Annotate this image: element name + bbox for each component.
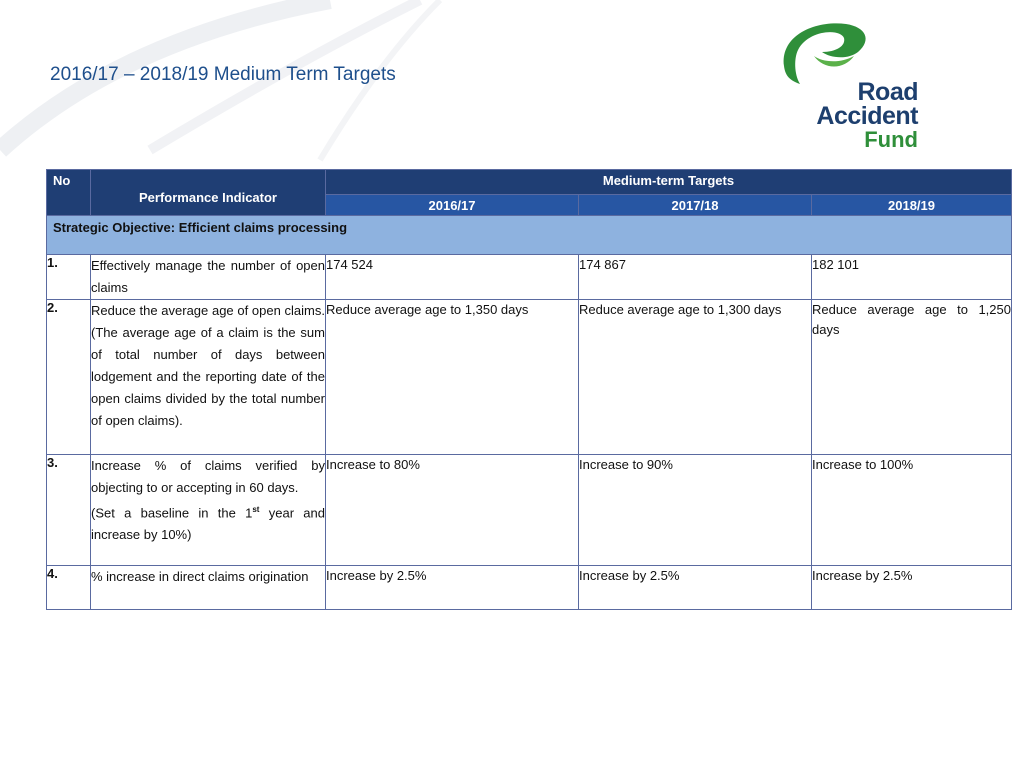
header-year-2017-18: 2017/18 bbox=[579, 195, 812, 216]
row-target-2017-18: Reduce average age to 1,300 days bbox=[579, 300, 812, 455]
header-row bbox=[47, 170, 1012, 195]
row-indicator-note-sup: st bbox=[252, 505, 260, 514]
row-target-2017-18: 174 867 bbox=[579, 255, 812, 300]
page-title: 2016/17 – 2018/19 Medium Term Targets bbox=[50, 64, 396, 85]
strategic-objective-row bbox=[47, 216, 1012, 255]
row-target-2016-17: 174 524 bbox=[326, 255, 579, 300]
row-target-2016-17: Increase to 80% bbox=[326, 455, 579, 566]
row-indicator-main: Increase % of claims verified by objecting to or accepting in 60 days. bbox=[91, 458, 325, 495]
header-medium-term-targets: Medium-term Targets bbox=[326, 170, 1012, 195]
row-target-2017-18: Increase by 2.5% bbox=[579, 566, 812, 610]
logo-road-text: Road bbox=[857, 78, 918, 106]
table-row bbox=[47, 566, 1012, 610]
header-year-2016-17: 2016/17 bbox=[326, 195, 579, 216]
logo-accident-text: Accident bbox=[816, 102, 918, 130]
row-indicator: % increase in direct claims origination bbox=[91, 566, 326, 610]
row-target-2018-19: Reduce average age to 1,250 days bbox=[812, 300, 1012, 455]
row-target-2016-17: Reduce average age to 1,350 days bbox=[326, 300, 579, 455]
row-indicator: Effectively manage the number of open claims bbox=[91, 255, 326, 300]
table-row bbox=[47, 455, 1012, 566]
row-indicator-note-start: (Set a baseline in the 1 bbox=[91, 505, 253, 521]
row-number: 2. bbox=[47, 300, 91, 455]
row-indicator: Reduce the average age of open claims. (The average age of a claim is the sum of total number of days between lodgement and the reporting date of the open claims divided by the total number of open claims). bbox=[91, 300, 326, 455]
row-number: 3. bbox=[47, 455, 91, 566]
row-target-2018-19: 182 101 bbox=[812, 255, 1012, 300]
row-indicator-note-end: year and increase by 10%) bbox=[91, 505, 325, 543]
row-target-2016-17: Increase by 2.5% bbox=[326, 566, 579, 610]
strategic-objective: Strategic Objective: Efficient claims processing bbox=[47, 216, 1012, 255]
row-target-2018-19: Increase by 2.5% bbox=[812, 566, 1012, 610]
table-row bbox=[47, 300, 1012, 455]
row-indicator bbox=[91, 455, 326, 566]
road-accident-fund-logo bbox=[770, 18, 930, 160]
header-no: No bbox=[47, 170, 91, 216]
header-year-2018-19: 2018/19 bbox=[812, 195, 1012, 216]
table-row bbox=[47, 255, 1012, 300]
row-target-2017-18: Increase to 90% bbox=[579, 455, 812, 566]
logo-wordmark bbox=[770, 80, 918, 152]
logo-fund-text: Fund bbox=[864, 127, 918, 152]
medium-term-targets-table bbox=[46, 169, 1012, 610]
row-number: 4. bbox=[47, 566, 91, 610]
row-number: 1. bbox=[47, 255, 91, 300]
row-target-2018-19: Increase to 100% bbox=[812, 455, 1012, 566]
header-performance-indicator: Performance Indicator bbox=[91, 170, 326, 216]
